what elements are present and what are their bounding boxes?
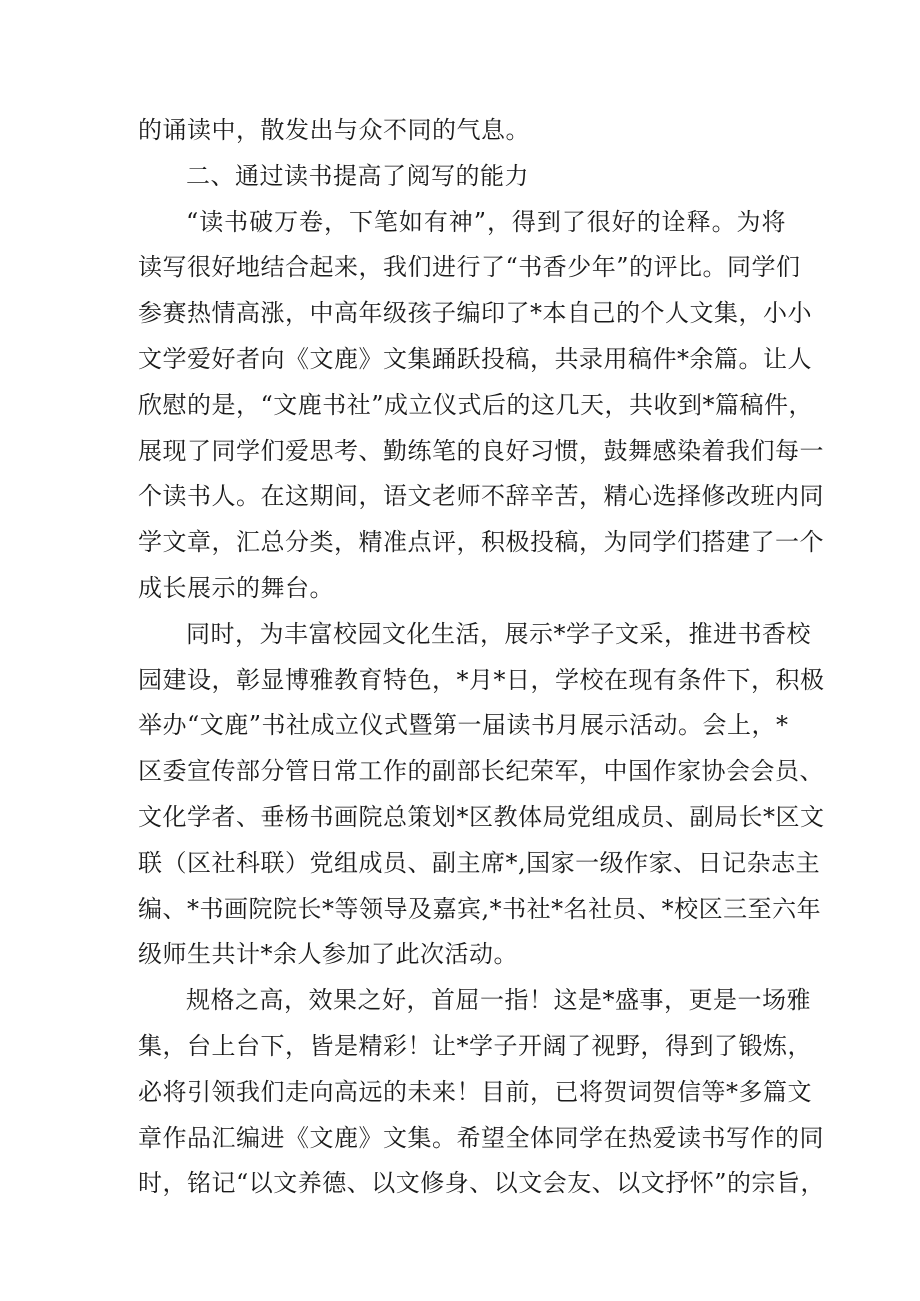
paragraph-line: 读写很好地结合起来，我们进行了“书香少年”的评比。同学们	[138, 253, 801, 282]
document-body	[138, 108, 826, 1207]
paragraph-line: 区委宣传部分管日常工作的副部长纪荣军，中国作家协会会员、	[138, 757, 824, 786]
paragraph-line: 园建设，彰显博雅教育特色，*月*日，学校在现有条件下，积极	[138, 665, 825, 694]
paragraph-line: 时，铭记“以文养德、以文修身、以文会友、以文抒怀”的宗旨，	[138, 1169, 826, 1198]
paragraph-line: 展现了同学们爱思考、勤练笔的良好习惯，鼓舞感染着我们每一	[138, 436, 824, 465]
paragraph-line: 文化学者、垂杨书画院总策划*区教体局党组成员、副局长*区文	[138, 802, 825, 831]
paragraph-line: 编、*书画院院长*等领导及嘉宾,*书社*名社员、*校区三至六年	[138, 894, 822, 923]
paragraph-line: 联（区社科联）党组成员、副主席*,国家一级作家、日记杂志主	[138, 848, 821, 877]
paragraph-line: 必将引领我们走向高远的未来！目前，已将贺词贺信等*多篇文	[138, 1077, 812, 1106]
paragraph-line: 欣慰的是，“文鹿书社”成立仪式后的这几天，共收到*篇稿件，	[138, 390, 814, 419]
section-heading: 二、通过读书提高了阅写的能力	[186, 161, 529, 190]
paragraph-line: 章作品汇编进《文鹿》文集。希望全体同学在热爱读书写作的同	[138, 1123, 824, 1152]
paragraph-line: 同时，为丰富校园文化生活，展示*学子文采，推进书香校	[186, 619, 811, 648]
paragraph-line: 规格之高，效果之好，首屈一指！这是*盛事，更是一场雅	[186, 986, 811, 1015]
paragraph-1	[138, 200, 824, 612]
paragraph-line: 举办“文鹿”书社成立仪式暨第一届读书月展示活动。会上，*	[138, 711, 789, 740]
paragraph-line: 文学爱好者向《文鹿》文集踊跃投稿，共录用稿件*余篇。让人	[138, 344, 812, 373]
paragraph-line: 级师生共计*余人参加了此次活动。	[138, 940, 518, 969]
paragraph-line: 学文章，汇总分类，精准点评，积极投稿，为同学们搭建了一个	[138, 528, 824, 557]
paragraph-3	[138, 978, 826, 1207]
paragraph-line: 成长展示的舞台。	[138, 573, 334, 602]
paragraph-line: 参赛热情高涨，中高年级孩子编印了*本自己的个人文集，小小	[138, 299, 812, 328]
continued-line: 的诵读中，散发出与众不同的气息。	[138, 116, 530, 144]
paragraph-line: “读书破万卷，下笔如有神”，得到了很好的诠释。为将	[186, 207, 786, 236]
paragraph-line: 集，台上台下，皆是精彩！让*学子开阔了视野，得到了锻炼，	[138, 1031, 812, 1060]
paragraph-line: 个读书人。在这期间，语文老师不辞辛苦，精心选择修改班内同	[138, 482, 824, 511]
paragraph-2	[138, 612, 825, 978]
